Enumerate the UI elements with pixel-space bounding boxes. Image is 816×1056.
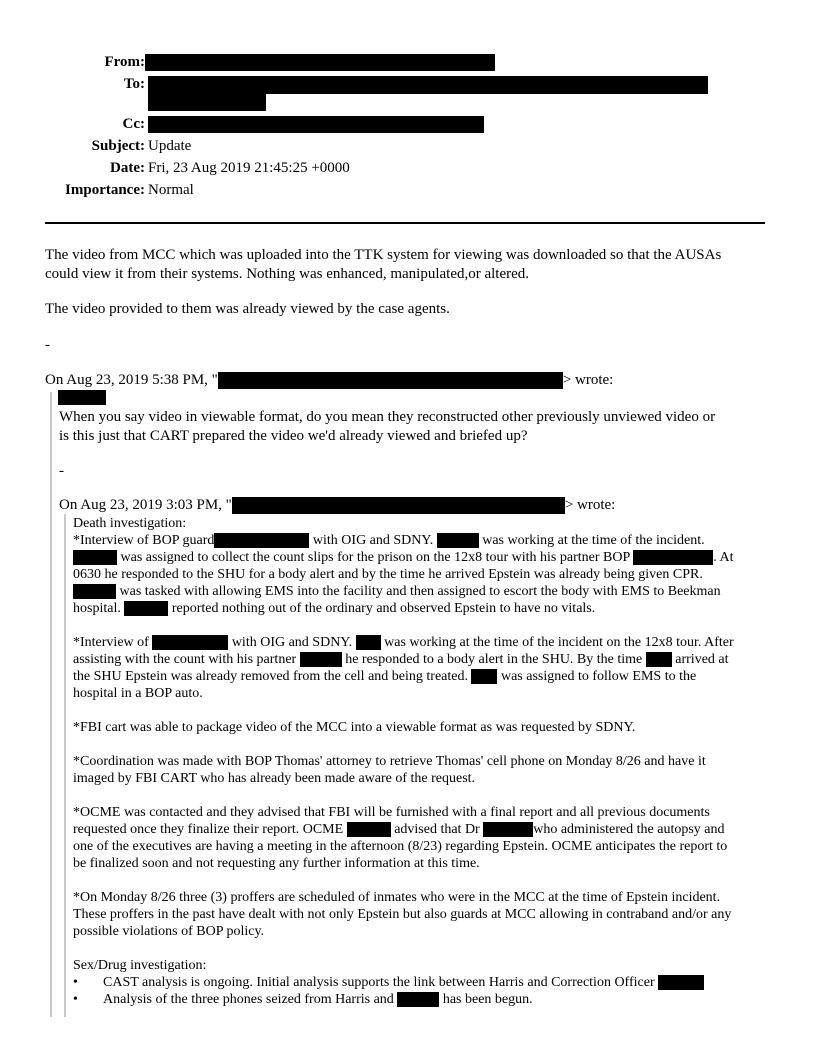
i1-text-h: hospital. (73, 601, 125, 616)
monday-note (73, 889, 763, 940)
body-paragraph-1 (45, 246, 770, 284)
reply2-body (73, 515, 763, 1008)
reply2-on-prefix: On Aug 23, 2019 3:03 PM, " (59, 497, 232, 513)
i1-text-b: with OIG and SDNY. (309, 533, 437, 548)
quote-bar-level-1 (50, 392, 52, 1017)
date-label: Date: (110, 160, 145, 176)
i2-text-d: assisting with the count with his partner (73, 652, 300, 667)
reply1-line1: When you say video in viewable format, do you mean they reconstructed other previously unviewed video or (59, 409, 716, 425)
header-divider (45, 222, 765, 224)
redaction-i1-partner (633, 550, 713, 565)
redaction-i2-name-4 (471, 669, 497, 684)
to-label: To: (123, 76, 145, 92)
coordination-note (73, 753, 763, 787)
redaction-i1-name-2 (73, 550, 117, 565)
reply2-wrote: > wrote: (564, 497, 616, 513)
redaction-i1-guard (214, 533, 309, 548)
i1-text-f: 0630 he responded to the SHU for a body alert and by the time he arrived Epstein was already being given CPR. (73, 567, 703, 582)
body-p1-line2: could view it from their systems. Nothing was enhanced, manipulated,or altered. (45, 266, 530, 282)
i2-text-a: *Interview of (73, 635, 153, 650)
redaction-reply2-sender (232, 497, 565, 514)
header-importance-row (0, 182, 145, 202)
interview-2 (73, 634, 763, 702)
bullet-1-marker: • (73, 975, 78, 990)
redaction-bullet2-name (397, 992, 439, 1007)
i2-text-h: was assigned to follow EMS to the (497, 669, 697, 684)
i1-text-c: was working at the time of the incident. (478, 533, 705, 548)
header-date-row (0, 160, 145, 180)
redaction-cc (148, 116, 484, 133)
body-dash: - (45, 337, 50, 353)
monday-line2: These proffers in the past have dealt with not only Epstein but also guards at MCC allowing in contraband and/or any (73, 907, 732, 922)
redaction-i2-name (152, 635, 228, 650)
reply1-line2: is this just that CART prepared the video we'd already viewed and briefed up? (59, 428, 528, 444)
redaction-reply1-sender (218, 372, 563, 389)
redaction-from (145, 54, 495, 71)
header-to-row (0, 76, 145, 96)
header-from-row (0, 54, 145, 74)
i2-text-e: he responded to a body alert in the SHU. By the time (341, 652, 646, 667)
subject-label: Subject: (91, 138, 145, 154)
redaction-i1-name-4 (124, 601, 168, 616)
i1-text-i: reported nothing out of the ordinary and observed Epstein to have no vitals. (168, 601, 596, 616)
reply1-attribution (45, 372, 613, 389)
coord-line2: imaged by FBI CART who has already been made aware of the request. (73, 771, 476, 786)
redaction-reply1-sender-2 (58, 390, 106, 405)
body-p1-line1: The video from MCC which was uploaded into the TTK system for viewing was downloaded so that the AUSAs (45, 247, 722, 263)
redaction-bullet1-officer (658, 975, 704, 990)
reply1-wrote: > wrote: (562, 372, 614, 388)
interview-1 (73, 532, 763, 617)
i1-text-g: was tasked with allowing EMS into the facility and then assigned to escort the body with EMS to Beekman (116, 584, 721, 599)
bullet-2-marker: • (73, 992, 78, 1007)
ocme-line2b: advised that Dr (390, 822, 484, 837)
redaction-to-1 (148, 76, 708, 94)
from-label: From: (104, 54, 145, 70)
bullet-1-text: CAST analysis is ongoing. Initial analysis supports the link between Harris and Correction Officer (103, 975, 659, 990)
reply1-body (59, 408, 769, 446)
bullet-2-text-a: Analysis of the three phones seized from Harris and (103, 992, 398, 1007)
i2-text-c: was working at the time of the incident on the 12x8 tour. After (380, 635, 734, 650)
ocme-line1: *OCME was contacted and they advised that FBI will be furnished with a final report and all previous documents (73, 805, 710, 820)
bullet-2-text-b: has been begun. (439, 992, 533, 1007)
monday-line1: *On Monday 8/26 three (3) proffers are scheduled of inmates who were in the MCC at the time of Epstein incident. (73, 890, 721, 905)
i2-text-i: hospital in a BOP auto. (73, 686, 203, 701)
importance-value: Normal (148, 182, 194, 198)
importance-label: Importance: (65, 182, 145, 198)
redaction-i1-name-3 (73, 584, 116, 599)
ocme-line3: one of the executives are having a meeting in the afternoon (8/23) regarding Epstein. OCME anticipates the report to (73, 839, 728, 854)
ocme-line2c: who administered the autopsy and (533, 822, 725, 837)
bullet-1 (73, 974, 763, 991)
date-value: Fri, 23 Aug 2019 21:45:25 +0000 (148, 160, 350, 176)
death-heading: Death investigation: (73, 516, 187, 531)
i1-text-a: *Interview of BOP guard (73, 533, 215, 548)
ocme-line4: be finalized soon and not requesting any further information at this time. (73, 856, 480, 871)
redaction-i2-name-3 (646, 652, 672, 667)
quote-bar-level-2 (64, 514, 66, 1017)
redaction-ocme-dr (483, 822, 533, 837)
fbi-cart-note: *FBI cart was able to package video of the MCC into a viewable format as was requested by SDNY. (73, 720, 636, 735)
body-paragraph-2: The video provided to them was already viewed by the case agents. (45, 301, 450, 317)
redaction-i2-partner (300, 652, 342, 667)
redaction-ocme-name (347, 822, 391, 837)
reply1-on-prefix: On Aug 23, 2019 5:38 PM, " (45, 372, 218, 388)
i2-text-f: arrived at (671, 652, 729, 667)
ocme-line2a: requested once they finalize their report. OCME (73, 822, 347, 837)
monday-line3: possible violations of BOP policy. (73, 924, 265, 939)
i1-text-d: was assigned to collect the count slips for the prison on the 12x8 tour with his partner BOP (117, 550, 634, 565)
i2-text-g: the SHU Epstein was already removed from the cell and being treated. (73, 669, 472, 684)
coord-line1: *Coordination was made with BOP Thomas' attorney to retrieve Thomas' cell phone on Monday 8/26 and have it (73, 754, 706, 769)
i2-text-b: with OIG and SDNY. (228, 635, 356, 650)
cc-label: Cc: (122, 116, 145, 132)
i1-text-e: . At (713, 550, 734, 565)
ocme-note (73, 804, 763, 872)
bullet-2 (73, 991, 763, 1008)
redaction-i1-name (437, 533, 479, 548)
redaction-i2-name-2 (356, 635, 381, 650)
reply1-dash: - (59, 463, 64, 479)
sexdrug-heading: Sex/Drug investigation: (73, 958, 207, 973)
header-cc-row (0, 116, 145, 136)
header-subject-row (0, 138, 145, 158)
reply2-attribution (59, 497, 615, 514)
subject-value: Update (148, 138, 192, 154)
redaction-to-2 (148, 94, 266, 111)
